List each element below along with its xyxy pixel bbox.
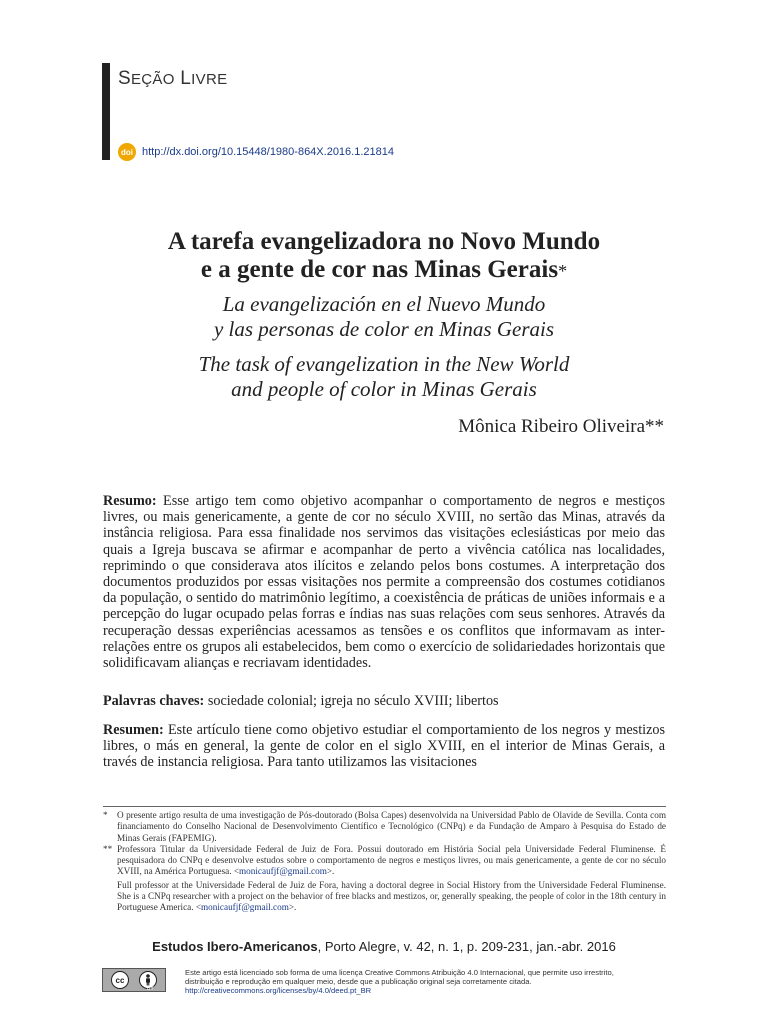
footnotes (103, 806, 666, 914)
title-footnote-mark[interactable]: * (558, 261, 568, 281)
footnote-2 (103, 844, 666, 878)
title-portuguese (0, 228, 768, 285)
title-en-line1: The task of evangelization in the New World (198, 352, 570, 376)
journal-name: Estudos Ibero-Americanos (152, 939, 318, 954)
title-es-line1: La evangelización en el Nuevo Mundo (222, 292, 546, 316)
footnote-text: O presente artigo resulta de uma investigação de Pós-doutorado (Bolsa Capes) desenvolvida na Universidad Pablo de Olavide de Sevilla. Conta com financiamento do Conselho Nacional de Desenvolvimento Científico e Tecnológico (CNPq) e da Fundação de Amparo à Pesquisa do Estado de Minas Gerais (FAPEMIG). (117, 810, 666, 843)
title-pt-line1: A tarefa evangelizadora no Novo Mundo (167, 228, 601, 255)
title-es-line2: y las personas de color en Minas Gerais (213, 317, 555, 341)
resumo-label: Resumo: (103, 493, 157, 509)
title-pt-line2: e a gente de cor nas Minas Gerais (200, 256, 559, 283)
abstract-portuguese (103, 493, 665, 671)
resumen-text: Este artículo tiene como objetivo estudiar el comportamiento de los negros y mestizos libres, o más en general, la gente de color en el siglo XVIII, en el interior de Minas Gerais, a través de instancia religiosa. Para tanto utilizamos las visitaciones (103, 722, 666, 771)
doi-line (118, 143, 394, 161)
email-link[interactable]: monicaufjf@gmail.com (201, 902, 289, 913)
footnote-1 (103, 810, 666, 844)
journal-details: , Porto Alegre, v. 42, n. 1, p. 209-231, jan.-abr. 2016 (317, 939, 616, 954)
cc-license-badge[interactable] (102, 968, 166, 992)
footnote-text: Professora Titular da Universidade Federal de Juiz de Fora. Possui doutorado em História Social pela Universidade Federal Fluminense. É pesquisadora do CNPq e desenvolve estudos sobre o comportamento de negros e mestiços livres, ou mais genericamente, a gente de cor no século XVIII, na América Portuguesa. <monicaufjf@gmail.com>. (117, 843, 666, 877)
license-link[interactable]: http://creativecommons.org/licenses/by/4.0/deed.pt_BR (185, 986, 372, 995)
license-statement: Este artigo está licenciado sob forma de uma licença Creative Commons Atribuição 4.0 Internacional, que permite uso irrestrito, distribuição e reprodução em qualquer meio, desde que a publicação original seja corretamente citada. (185, 968, 614, 986)
title-spanish (0, 292, 768, 342)
footnote-mark: ** (103, 843, 113, 854)
section-bar (102, 63, 110, 160)
footnote-2-english: Full professor at the Universidade Federal de Juiz de Fora, having a doctoral degree in Social History from the Universidade Federal Fluminense. She is a CNPq researcher with a project on the behavior of free blacks and mestizos, or, generally speaking, the people of color in the 18th century in Portuguese America. <monicaufjf@gmail.com>. (117, 879, 666, 913)
license-text (185, 968, 615, 995)
title-en-line2: and people of color in Minas Gerais (231, 377, 537, 401)
keywords-label: Palavras chaves: (103, 693, 205, 709)
doi-link[interactable]: http://dx.doi.org/10.15448/1980-864X.2016.1.21814 (142, 146, 394, 158)
resumen-label: Resumen: (103, 722, 164, 738)
author-name: Mônica Ribeiro Oliveira** (458, 416, 664, 437)
footnote-mark: * (103, 810, 108, 820)
creative-commons-icon: cc (111, 971, 129, 989)
doi-icon: doi (118, 143, 136, 161)
section-title: SEÇÃO LIVRE (118, 68, 228, 89)
abstract-spanish (103, 722, 665, 771)
keywords-text: sociedade colonial; igreja no século XVIII; libertos (207, 693, 499, 709)
journal-citation (0, 939, 768, 954)
cc-by-label: BY (147, 986, 154, 992)
email-link[interactable]: monicaufjf@gmail.com (239, 866, 327, 877)
keywords (103, 693, 665, 709)
resumo-text: Esse artigo tem como objetivo acompanhar o comportamento de negros e mestiços livres, ou mais genericamente, a gente de cor no século XVIII, no sertão das Minas, através da instância religiosa. Para essa finalidade nos servimos das visitações eclesiásticas por meio das quais a Igreja buscava se afirmar e acompanhar de perto a vivência católica nas localidades, reprimindo o que considerava atos ilícitos e zelando pelos bons costumes. A interpretação dos documentos produzidos por essas visitações nos permite a compreensão dos costumes cotidianos da população, o sentido do matrimônio legítimo, a coexistência de práticas de uniões informais e a percepção do lugar ocupado pelas forras e índias nas suas relações com seus senhores. Através da recuperação dessas experiências acessamos as tensões e os conflitos que informavam as inter-relações entre os grupos ali estabelecidos, bem como o exercício de solidariedades horizontais que solidificavam alianças e recriavam identidades. (103, 493, 665, 672)
title-english (0, 352, 768, 402)
